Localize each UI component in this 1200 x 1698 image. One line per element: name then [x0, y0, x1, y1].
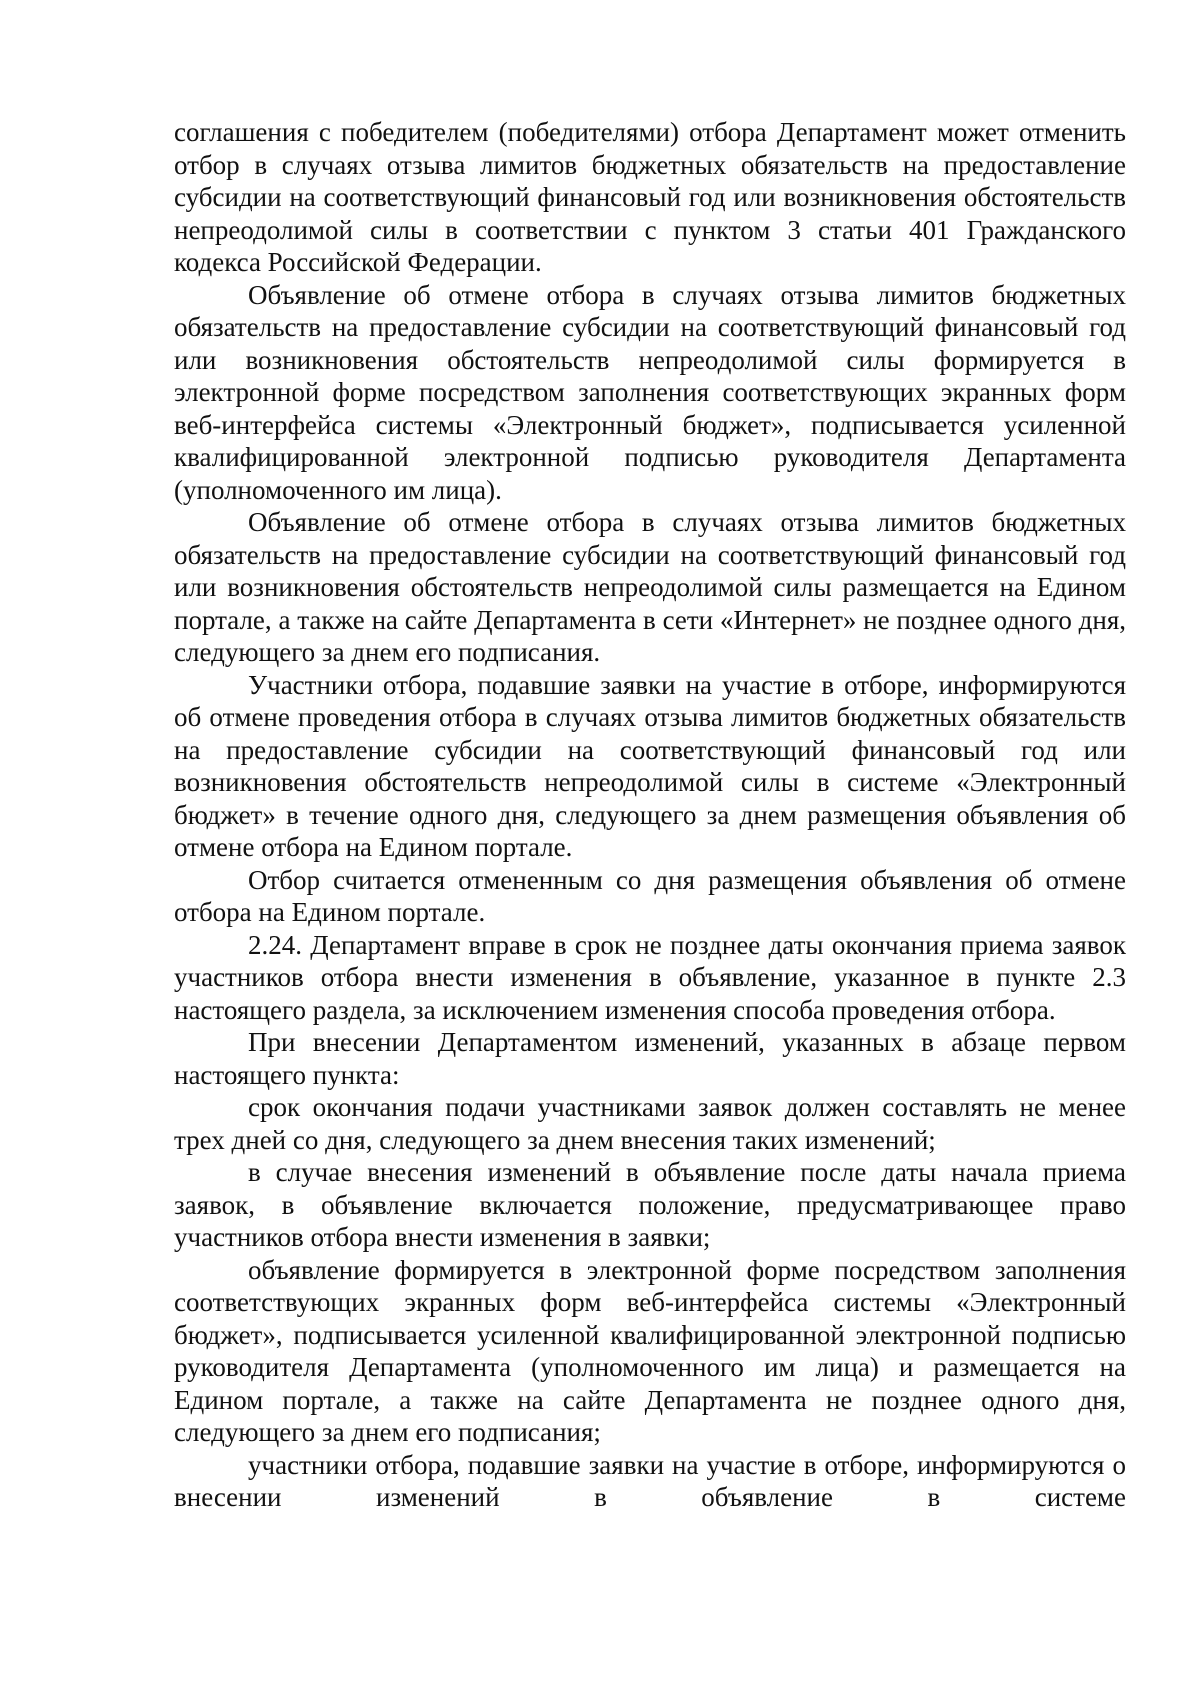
- paragraph-changes-after-start: в случае внесения изменений в объявление после даты начала приема заявок, в объявление включается положение, предусматривающее право участников отбора внести изменения в заявки;: [174, 1157, 1126, 1252]
- paragraph-clause-2-24: 2.24. Департамент вправе в срок не позднее даты окончания приема заявок участников отбора внести изменения в объявление, указанное в пункте 2.3 настоящего раздела, за исключением изменения способа проведения отбора.: [174, 929, 1126, 1025]
- paragraph-cancellation-notice-form: Объявление об отмене отбора в случаях отзыва лимитов бюджетных обязательств на предоставление субсидии на соответствующий финансовый год или возникновения обстоятельств непреодолимой силы формируется в электронной форме посредством заполнения соответствующих экранных форм веб-интерфейса системы «Электронный бюджет», подписывается усиленной квалифицированной электронной подписью руководителя Департамента (уполномоченного им лица).: [174, 279, 1126, 505]
- paragraph-cancellation-notice-publication: Объявление об отмене отбора в случаях отзыва лимитов бюджетных обязательств на предоставление субсидии на соответствующий финансовый год или возникновения обстоятельств непреодолимой силы размещается на Едином портале, а также на сайте Департамента в сети «Интернет» не позднее одного дня, следующего за днем его подписания.: [174, 507, 1126, 667]
- paragraph-participants-informed-changes: участники отбора, подавшие заявки на участие в отборе, информируются о внесении изменений в объявление в системе: [174, 1449, 1126, 1512]
- paragraph-deadline-term: срок окончания подачи участниками заявок должен составлять не менее трех дней со дня, следующего за днем внесения таких изменений;: [174, 1092, 1126, 1155]
- paragraph-changes-intro: При внесении Департаментом изменений, указанных в абзаце первом настоящего пункта:: [174, 1027, 1126, 1090]
- paragraph-selection-cancelled: Отбор считается отмененным со дня размещения объявления об отмене отбора на Едином портале.: [174, 864, 1126, 927]
- paragraph-participants-informed: Участники отбора, подавшие заявки на участие в отборе, информируются об отмене проведения отбора в случаях отзыва лимитов бюджетных обязательств на предоставление субсидии на соответствующий финансовый год или возникновения обстоятельств непреодолимой силы в системе «Электронный бюджет» в течение одного дня, следующего за днем размещения объявления об отмене отбора на Едином портале.: [174, 669, 1126, 862]
- paragraph-announcement-form: объявление формируется в электронной форме посредством заполнения соответствующих экранных форм веб-интерфейса системы «Электронный бюджет», подписывается усиленной квалифицированной электронной подписью руководителя Департамента (уполномоченного им лица) и размещается на Едином портале, а также на сайте Департамента не позднее одного дня, следующего за днем его подписания;: [174, 1254, 1126, 1447]
- paragraph-contract-cancellation: соглашения с победителем (победителями) отбора Департамент может отменить отбор в случаях отзыва лимитов бюджетных обязательств на предоставление субсидии на соответствующий финансовый год или возникновения обстоятельств непреодолимой силы в соответствии с пунктом 3 статьи 401 Гражданского кодекса Российской Федерации.: [174, 117, 1126, 277]
- document-body: [174, 116, 1126, 1514]
